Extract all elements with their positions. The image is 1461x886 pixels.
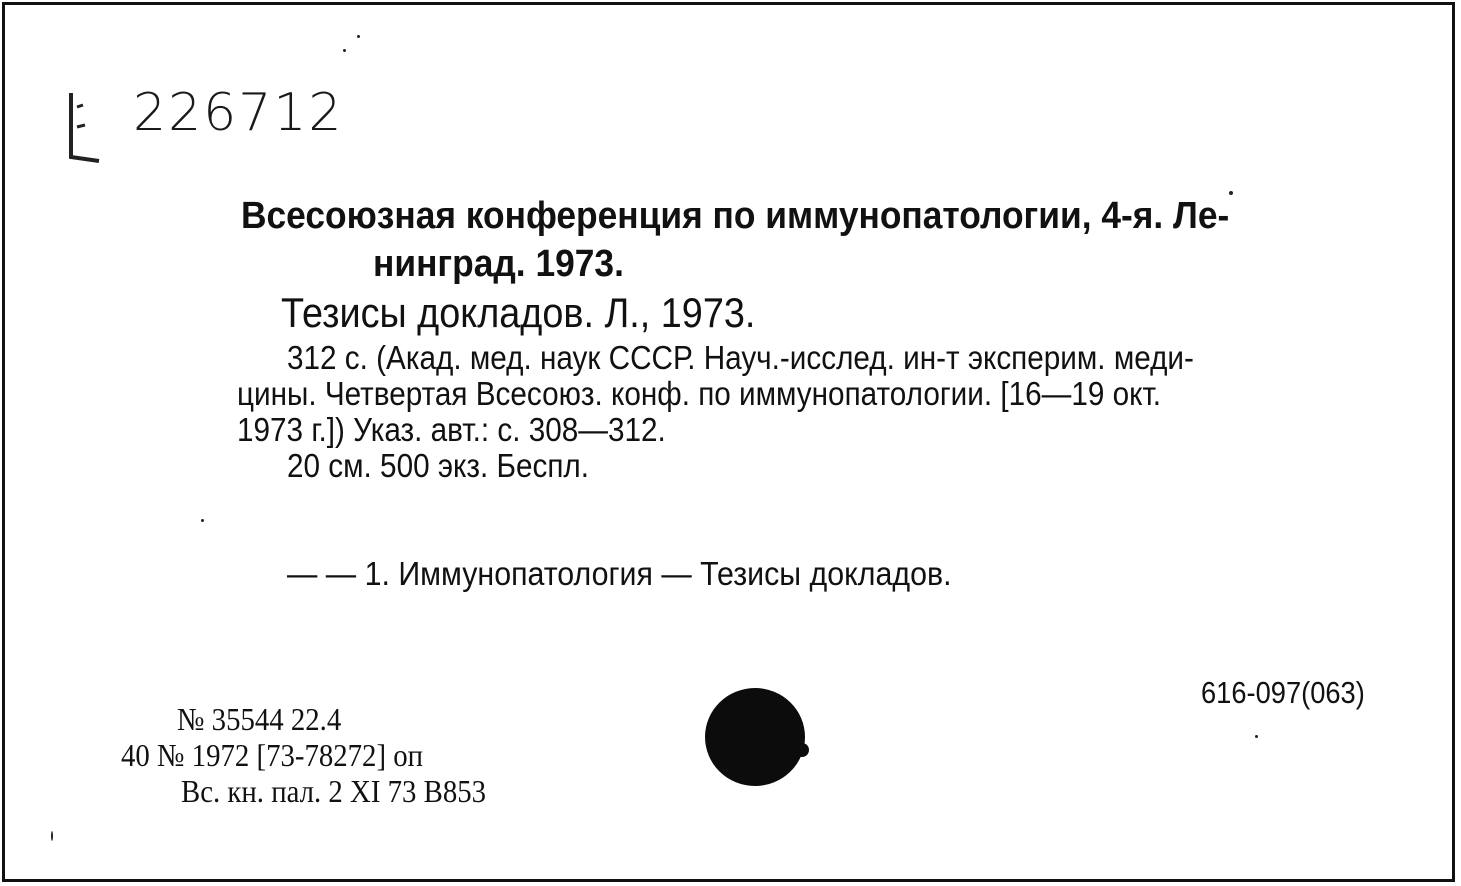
entry-heading: Всесоюзная конференция по иммунопатологии, 4-я. Ле- xyxy=(241,195,1230,237)
ink-blot-edge xyxy=(795,743,809,757)
description-line: 312 с. (Акад. мед. наук СССР. Науч.-исслед. ин-т эксперим. меди- xyxy=(287,339,1194,376)
handwritten-bracket-mark xyxy=(63,87,103,167)
inventory-number: 226712 xyxy=(133,83,344,143)
catalog-card xyxy=(2,2,1455,882)
dust-speck xyxy=(357,35,360,38)
description-line: цины. Четвертая Всесоюз. конф. по иммунопатологии. [16—19 окт. xyxy=(237,375,1162,412)
description-line: 1973 г.]) Указ. авт.: с. 308—312. xyxy=(237,411,666,448)
entry-heading-continuation: нинград. 1973. xyxy=(373,243,624,285)
registry-line: Вс. кн. пал. 2 XI 73 В853 xyxy=(181,773,487,809)
registry-line: 40 № 1972 [73-78272] оп xyxy=(121,737,424,773)
description-line: 20 см. 500 экз. Беспл. xyxy=(287,447,589,484)
dust-speck xyxy=(343,49,346,52)
ink-blot xyxy=(705,688,805,786)
title-imprint: Тезисы докладов. Л., 1973. xyxy=(281,289,756,336)
registry-line: № 35544 22.4 xyxy=(177,701,342,737)
subject-heading: — — 1. Иммунопатология — Тезисы докладов. xyxy=(287,555,952,592)
udc-classification: 616-097(063) xyxy=(1201,675,1365,710)
dust-speck xyxy=(1255,735,1258,738)
dust-speck xyxy=(51,831,53,841)
dust-speck xyxy=(201,519,204,522)
dust-speck xyxy=(1229,191,1233,195)
